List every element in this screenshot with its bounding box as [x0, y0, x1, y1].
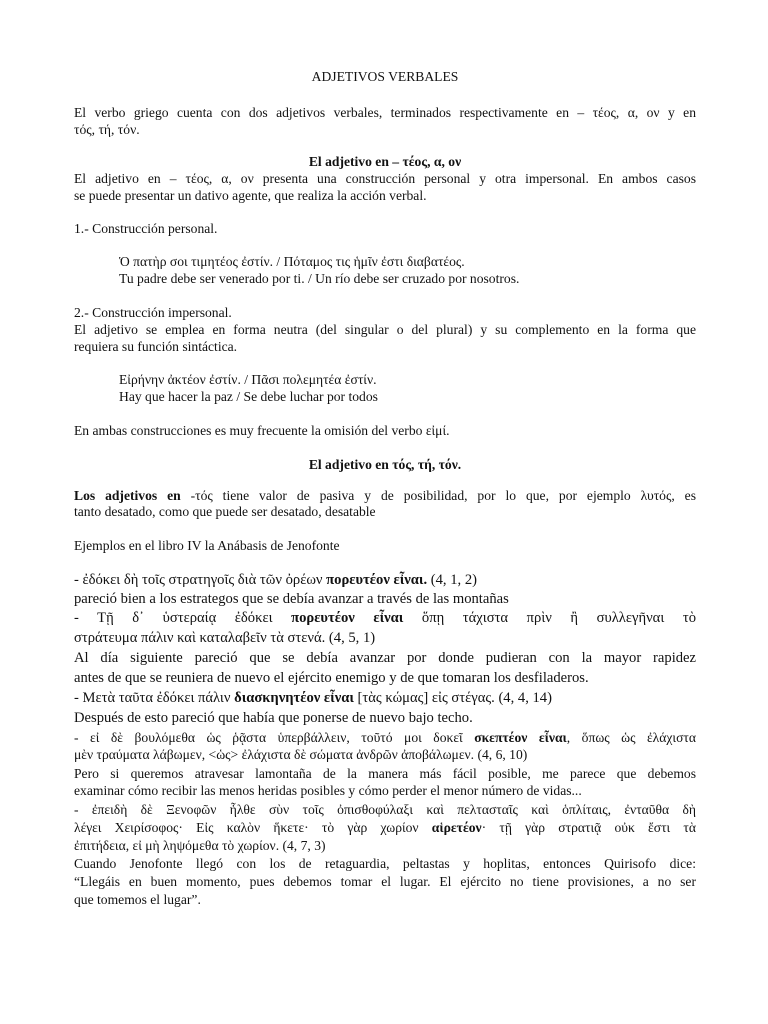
personal-spanish-translation: Tu padre debe ser venerado por ti. / Un río debe ser cruzado por nosotros. — [119, 271, 520, 286]
example-1-greek: - ἐδόκει δὴ τοῖς στρατηγοῖς διὰ τῶν ὀρέων πορευτέον εἶναι. (4, 1, 2) — [74, 572, 477, 588]
personal-construction-label: 1.- Construcción personal. — [74, 221, 218, 236]
impersonal-para-line-2: requiera su función sintáctica. — [74, 339, 238, 354]
example-4-translation-line-2: examinar cómo recibir las menos heridas posibles y cómo perder el menor número de vidas... — [74, 783, 582, 798]
example-5-greek-line-3: ἐπιτήδεια, εἰ μὴ ληψόμεθα τὸ χωρίον. (4, 7, 3) — [74, 838, 326, 853]
impersonal-construction-label: 2.- Construcción impersonal. — [74, 305, 232, 320]
section1-para-line-1: El adjetivo en – τέος, α, ον presenta una construcción personal y otra impersonal. En ambos casos — [74, 171, 696, 186]
example-3-greek: - Μετὰ ταῦτα ἐδόκει πάλιν διασκηνητέον εἶναι [τὰς κώμας] εἰς στέγας. (4, 4, 14) — [74, 690, 552, 706]
impersonal-greek-example: Εἰρήνην ἀκτέον ἐστίν. / Πᾶσι πολεμητέα ἐστίν. — [119, 372, 377, 387]
example-4-greek-line-2: μὲν τραύματα λάβωμεν, <ὡς> ἐλάχιστα δὲ σώματα ἀνδρῶν ἀποβάλωμεν. (4, 6, 10) — [74, 747, 528, 762]
example-1-translation: pareció bien a los estrategos que se debía avanzar a través de las montañas — [74, 591, 509, 607]
example-5-translation-line-3: que tomemos el lugar”. — [74, 892, 201, 907]
omission-note: En ambas construcciones es muy frecuente la omisión del verbo εἰμί. — [74, 423, 450, 438]
impersonal-para-line-1: El adjetivo se emplea en forma neutra (del singular o del plural) y su complemento en la forma que — [74, 322, 696, 337]
example-4-greek-line-1: - εἰ δὲ βουλόμεθα ὡς ῥᾷστα ὑπερβάλλειν, τοῦτό μοι δοκεῖ σκεπτέον εἶναι, ὅπως ὡς ἐλάχιστα — [74, 730, 697, 745]
example-2-greek-line-1: - Τῇ δ᾽ ὑστεραίᾳ ἐδόκει πορευτέον εἶναι ὅπῃ τάχιστα πρὶν ἢ συλλεγῆναι τὸ — [74, 610, 697, 626]
example-5-translation-line-1: Cuando Jenofonte llegó con los de retaguardia, peltastas y hoplitas, entonces Quirisofo dice: — [74, 856, 696, 871]
example-5-translation-line-2: “Llegáis en buen momento, pues debemos tomar el lugar. El ejército no tiene provisiones, a no ser — [74, 874, 696, 889]
example-2-translation-line-1: Al día siguiente pareció que se debía avanzar por donde pudieran con la mayor rapidez — [74, 650, 696, 666]
section-heading-teos: El adjetivo en – τέος, α, ον — [308, 154, 462, 169]
example-5-greek-line-2: λέγει Χειρίσοφος· Εἰς καλὸν ἥκετε· τὸ γὰρ χωρίον αἱρετέον· τῇ γὰρ στρατιᾷ οὐκ ἔστι τὰ — [74, 820, 696, 835]
page-title: ADJETIVOS VERBALES — [311, 69, 459, 84]
example-5-greek-line-1: - ἐπειδὴ δὲ Ξενοφῶν ἦλθε σὺν τοῖς ὀπισθοφύλαξι καὶ πελτασταῖς καὶ ὁπλίταις, ἐνταῦθα δὴ — [74, 802, 696, 817]
section2-para-line-1: Los adjetivos en -τός tiene valor de pasiva y de posibilidad, por lo que, por ejemplo λυτός, es — [74, 488, 696, 503]
intro-line-2: τός, τή, τόν. — [74, 122, 140, 137]
intro-line-1: El verbo griego cuenta con dos adjetivos verbales, terminados respectivamente en – τέος, α, ον y en — [74, 105, 696, 120]
example-2-translation-line-2: antes de que se reuniera de nuevo el ejército enemigo y de que tomaran los desfiladeros. — [74, 670, 589, 686]
section1-para-line-2: se puede presentar un dativo agente, que realiza la acción verbal. — [74, 188, 427, 203]
example-2-greek-line-2: στράτευμα πάλιν καὶ καταλαβεῖν τὰ στενά. (4, 5, 1) — [74, 630, 376, 646]
section-heading-tos: El adjetivo en τός, τή, τόν. — [308, 457, 462, 472]
example-4-translation-line-1: Pero si queremos atravesar lamontaña de la manera más fácil posible, me parece que debemos — [74, 766, 696, 781]
impersonal-spanish-translation: Hay que hacer la paz / Se debe luchar por todos — [119, 389, 378, 404]
section2-para-line-2: tanto desatado, como que puede ser desatado, desatable — [74, 504, 376, 519]
personal-greek-example: Ὁ πατὴρ σοι τιμητέος ἐστίν. / Πόταμος τις ἡμῖν ἐστι διαβατέος. — [119, 254, 465, 269]
example-3-translation: Después de esto pareció que había que ponerse de nuevo bajo techo. — [74, 710, 473, 726]
examples-intro: Ejemplos en el libro IV la Anábasis de Jenofonte — [74, 538, 340, 553]
